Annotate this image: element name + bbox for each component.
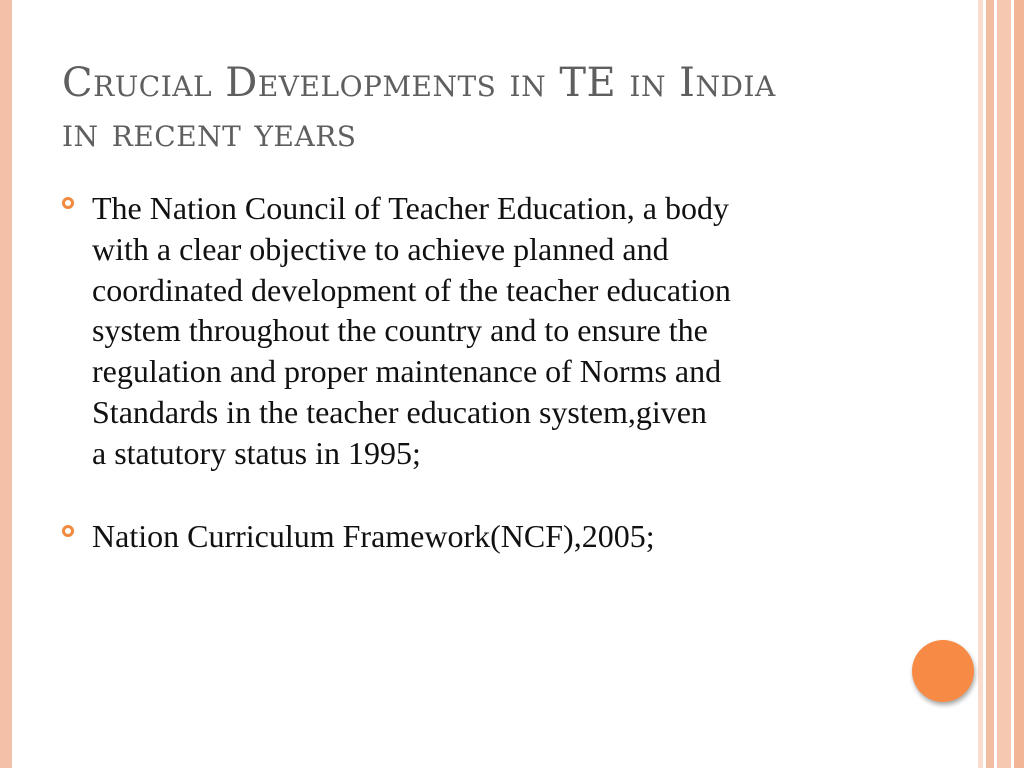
- border-stripe: [997, 0, 1011, 768]
- bullet-text-line: Standards in the teacher education system,given: [92, 393, 707, 430]
- bullet-item-ncf: [62, 516, 892, 557]
- slide-title-line-2: in recent years: [62, 110, 357, 156]
- ring-bullet-icon: [62, 197, 74, 209]
- bullet-text-line: system throughout the country and to ensure the: [92, 312, 708, 349]
- border-stripe: [1014, 0, 1024, 768]
- bullet-text-line: with a clear objective to achieve planned and: [92, 230, 669, 267]
- left-decorative-stripe: [0, 0, 12, 768]
- bullet-text-line: Nation Curriculum Framework(NCF),2005;: [92, 517, 655, 554]
- bullet-text-line: The Nation Council of Teacher Education, a body: [92, 190, 729, 226]
- slide-title: [62, 58, 922, 158]
- bullet-text-line: regulation and proper maintenance of Norms and: [92, 353, 722, 390]
- bullet-text-line: coordinated development of the teacher education: [92, 271, 731, 308]
- bullet-item-ncte: [62, 188, 892, 474]
- slide-body: [62, 188, 892, 556]
- border-stripe: [986, 0, 994, 768]
- slide-title-line-1: Crucial Developments in TE in India: [62, 60, 776, 106]
- ring-bullet-icon: [62, 525, 74, 537]
- orange-circle-decoration: [912, 640, 974, 702]
- bullet-text-line: a statutory status in 1995;: [92, 434, 421, 471]
- right-decorative-border: [978, 0, 1024, 768]
